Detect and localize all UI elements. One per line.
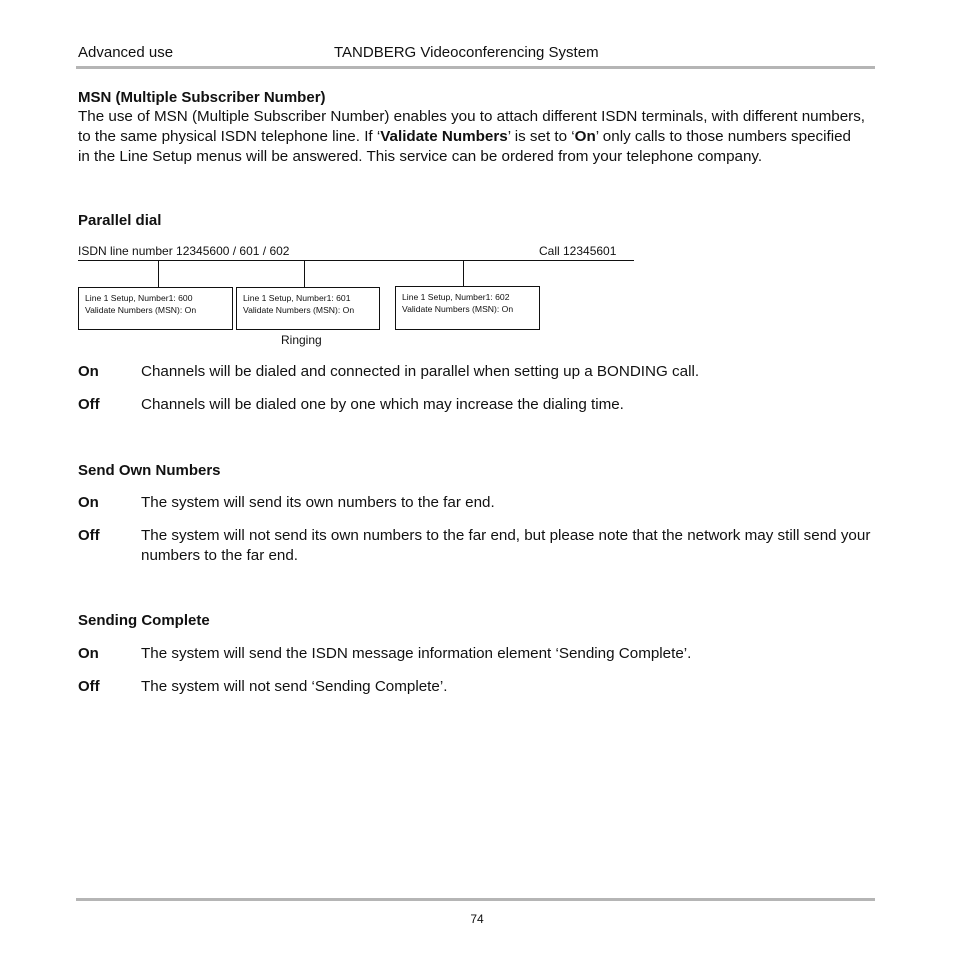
- isdn-line-label: ISDN line number 12345600 / 601 / 602: [78, 244, 290, 258]
- option-description: The system will send its own numbers to the far end.: [141, 494, 495, 511]
- send-own-numbers-heading: Send Own Numbers: [78, 462, 221, 479]
- header-divider: [76, 66, 875, 69]
- msn-paragraph: [78, 107, 878, 167]
- option-description: Channels will be dialed and connected in parallel when setting up a BONDING call.: [141, 363, 700, 380]
- terminal-box-602: [395, 286, 540, 330]
- page-number: 74: [470, 912, 484, 926]
- option-term: On: [78, 645, 99, 662]
- msn-line-3: in the Line Setup menus will be answered. This service can be ordered from your telephone company.: [78, 148, 763, 165]
- msn-line-2-part: to the same physical ISDN telephone line. If ‘: [78, 128, 381, 145]
- validate-numbers-term: Validate Numbers: [380, 128, 508, 145]
- option-term: On: [78, 494, 99, 511]
- connector-line: [158, 260, 159, 287]
- option-description: The system will not send its own numbers to the far end, but please note that the network may still send your numbers to the far end.: [141, 527, 871, 564]
- sending-complete-heading: Sending Complete: [78, 612, 210, 629]
- option-description: The system will send the ISDN message information element ‘Sending Complete’.: [141, 645, 692, 662]
- msn-line-2-part: ’ only calls to those numbers specified: [595, 128, 851, 145]
- call-label: Call 12345601: [539, 244, 617, 258]
- terminal-validate: Validate Numbers (MSN): On: [85, 305, 197, 315]
- option-term: Off: [78, 678, 100, 695]
- terminal-validate: Validate Numbers (MSN): On: [402, 304, 514, 314]
- header-document-title: TANDBERG Videoconferencing System: [334, 44, 599, 61]
- parallel-dial-heading: Parallel dial: [78, 212, 162, 229]
- connector-line: [463, 260, 464, 286]
- terminal-box-601: [236, 287, 380, 330]
- terminal-number: Line 1 Setup, Number1: 600: [85, 293, 193, 303]
- option-term: Off: [78, 527, 100, 544]
- msn-line-2-part: ’ is set to ‘: [507, 128, 575, 145]
- ringing-label: Ringing: [281, 333, 322, 347]
- option-description: Channels will be dialed one by one which may increase the dialing time.: [141, 396, 624, 413]
- terminal-number: Line 1 Setup, Number1: 602: [402, 292, 510, 302]
- footer-divider: [76, 898, 875, 901]
- msn-line-2: [78, 127, 878, 147]
- connector-line: [304, 260, 305, 287]
- option-description: The system will not send ‘Sending Complete’.: [141, 678, 448, 695]
- terminal-number: Line 1 Setup, Number1: 601: [243, 293, 351, 303]
- header-section-label: Advanced use: [78, 44, 174, 61]
- terminal-validate: Validate Numbers (MSN): On: [243, 305, 355, 315]
- terminal-box-600: [78, 287, 233, 330]
- isdn-bus-line: [78, 260, 634, 261]
- option-term: On: [78, 363, 99, 380]
- option-term: Off: [78, 396, 100, 413]
- msn-line-1: The use of MSN (Multiple Subscriber Number) enables you to attach different ISDN terminals, with different numbers,: [78, 108, 866, 125]
- on-term: On: [574, 128, 596, 145]
- msn-heading: MSN (Multiple Subscriber Number): [78, 89, 326, 106]
